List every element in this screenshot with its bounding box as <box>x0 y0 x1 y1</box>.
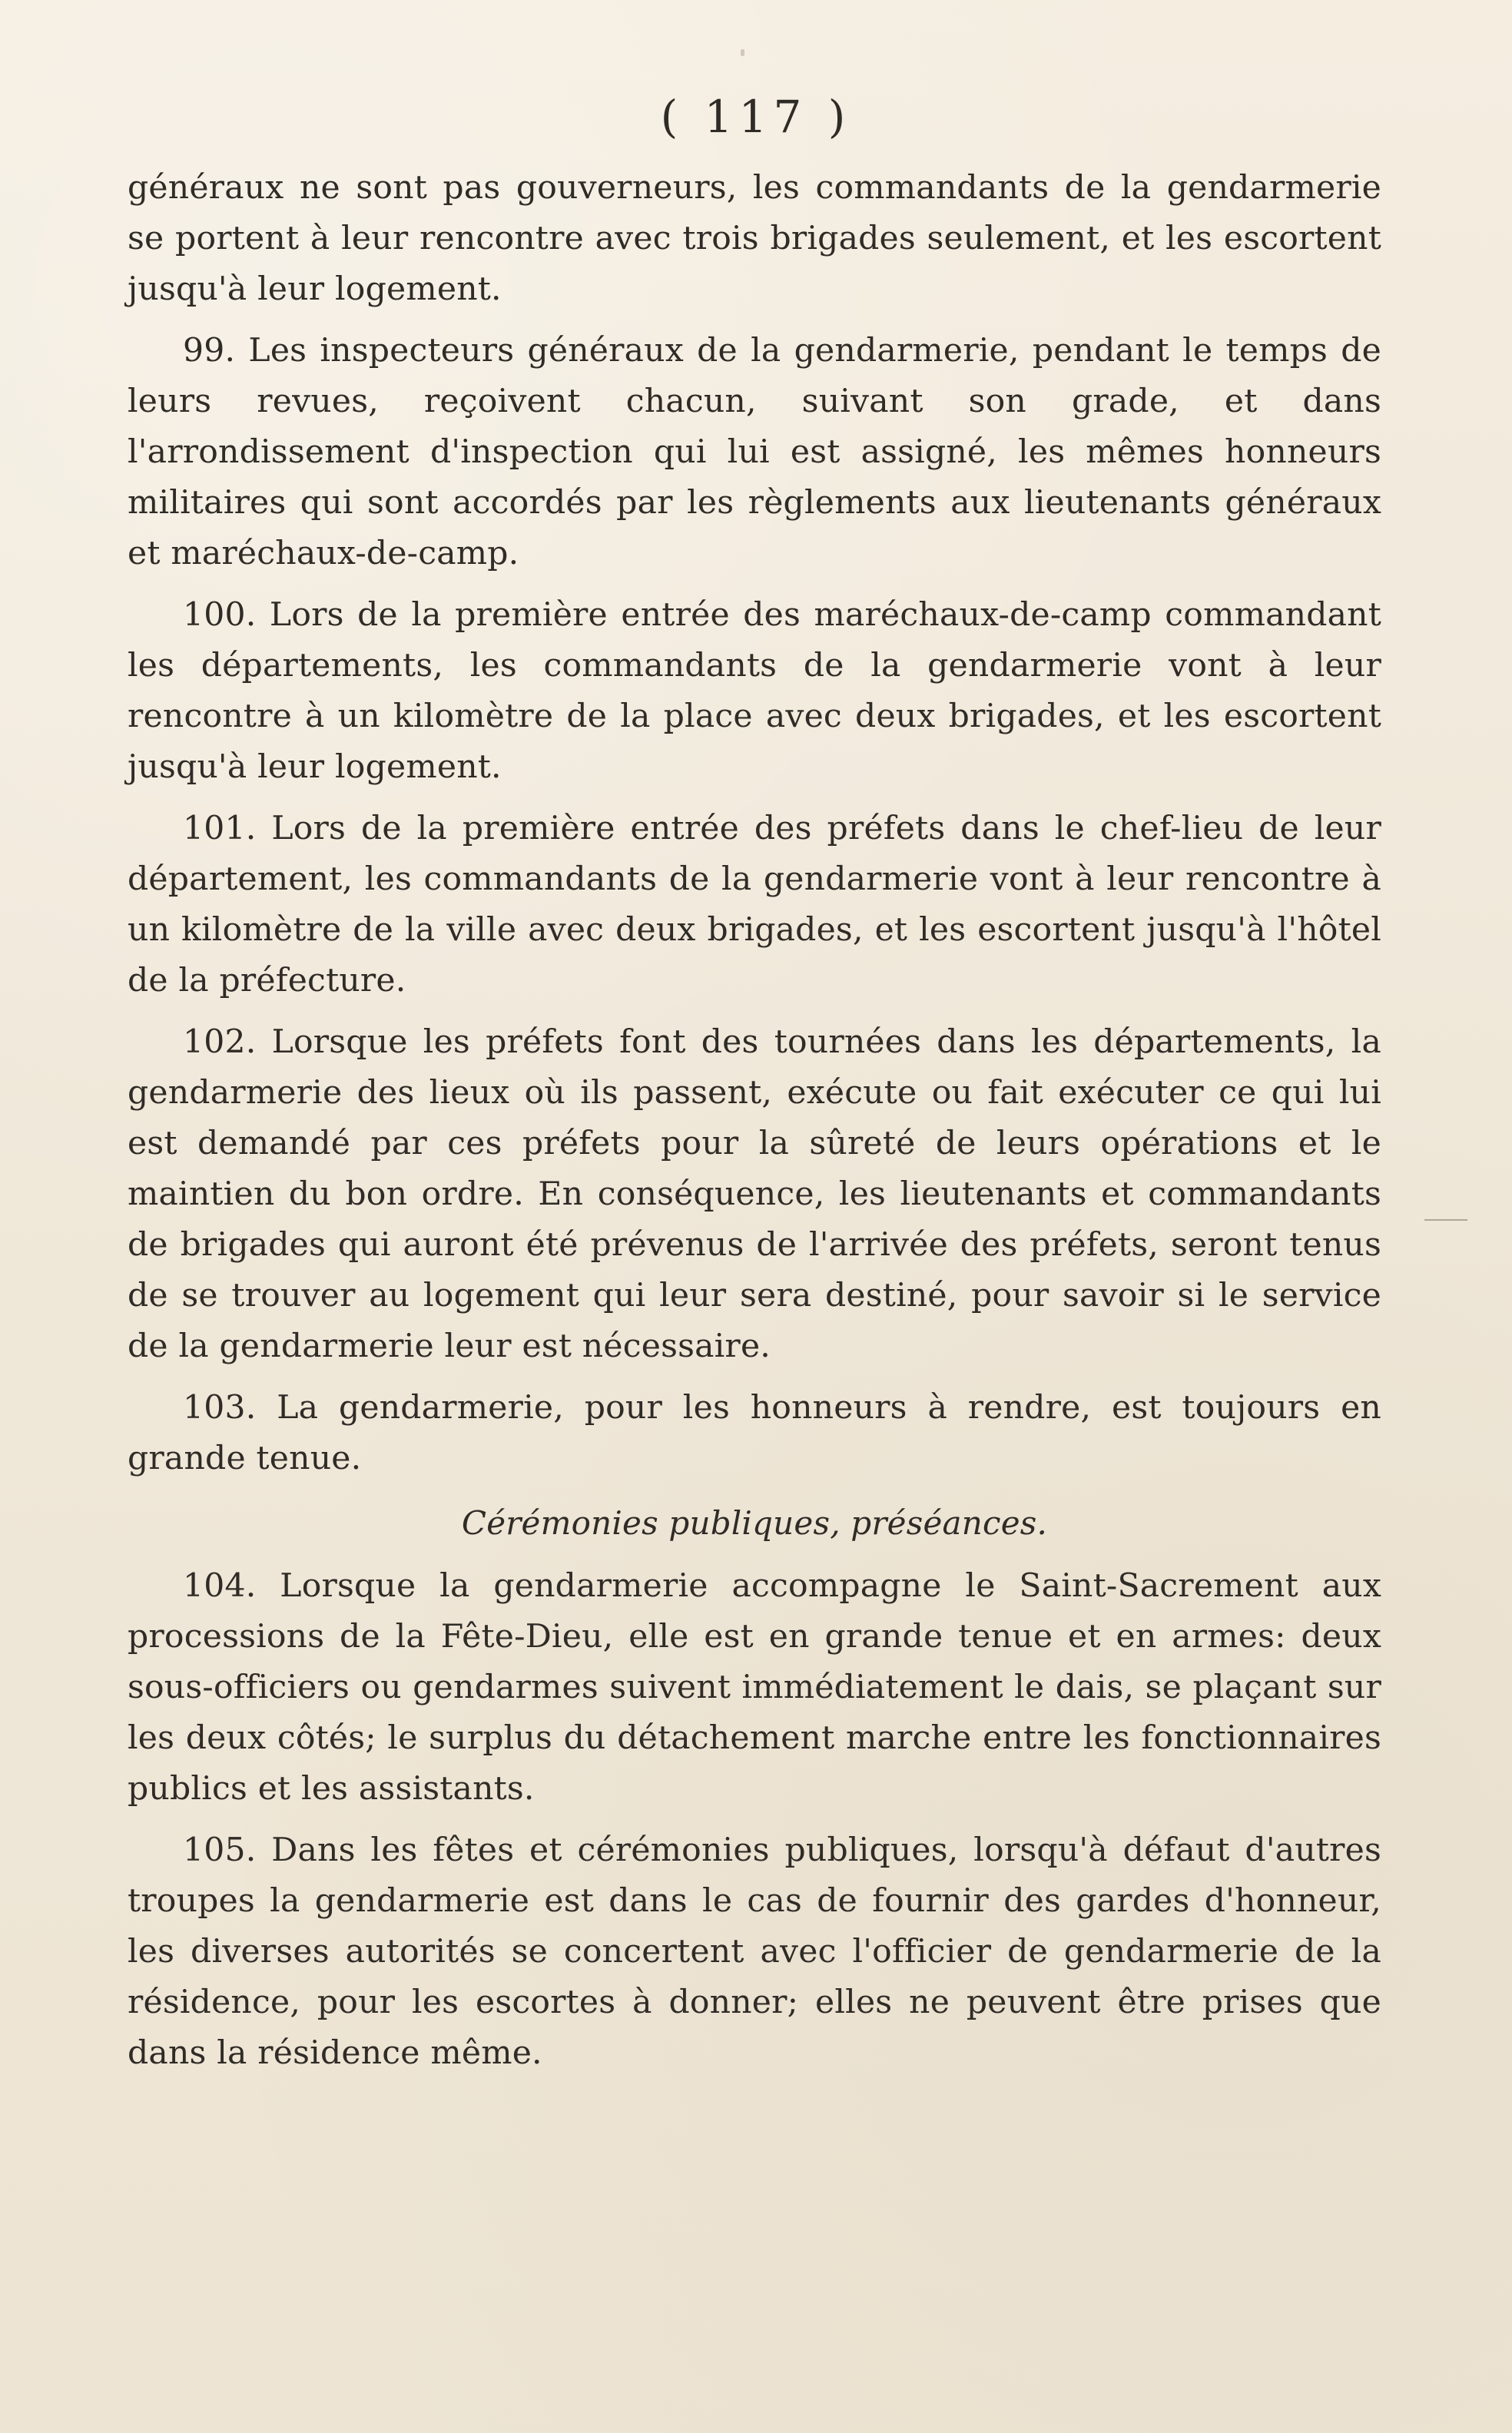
paragraph-100: 100. Lors de la première entrée des maréchaux-de-camp commandant les départements, les commandants de la gendarmerie vont à leur rencontre à un kilomètre de la place avec deux brigades, et les escortent jusqu'à leur logement. <box>128 596 1381 786</box>
paragraph-101: 101. Lors de la première entrée des préfets dans le chef-lieu de leur département, les commandants de la gendarmerie vont à leur rencontre à un kilomètre de la ville avec deux brigades, et les escortent jusqu'à l'hôtel de la préfecture. <box>128 810 1381 999</box>
paragraph-103: 103. La gendarmerie, pour les honneurs à rendre, est toujours en grande tenue. <box>128 1389 1381 1477</box>
section-heading: Cérémonies publiques, préséances. <box>461 1504 1048 1542</box>
page-text <box>128 163 1381 2079</box>
paragraph-104: 104. Lorsque la gendarmerie accompagne le Saint-Sacrement aux processions de la Fête-Dieu, elle est en grande tenue et en armes: deux sous-officiers ou gendarmes suivent immédiatement le dais, se plaçant sur les deux côtés; le surplus du détachement marche entre les fonctionnaires publics et les assistants. <box>128 1567 1381 1808</box>
page-number: ( 117 ) <box>660 91 852 143</box>
paragraph-102: 102. Lorsque les préfets font des tournées dans les départements, la gendarmerie des lieux où ils passent, exécute ou fait exécuter ce qui lui est demandé par ces préfets pour la sûreté de leurs opérations et le maintien du bon ordre. En conséquence, les lieutenants et commandants de brigades qui auront été prévenus de l'arrivée des préfets, seront tenus de se trouver au logement qui leur sera destiné, pour savoir si le service de la gendarmerie leur est nécessaire. <box>128 1023 1381 1365</box>
paragraph-105: 105. Dans les fêtes et cérémonies publiques, lorsqu'à défaut d'autres troupes la gendarmerie est dans le cas de fournir des gardes d'honneur, les diverses autorités se concertent avec l'officier de gendarmerie de la résidence, pour les escortes à donner; elles ne peuvent être prises que dans la résidence même. <box>128 1831 1381 2072</box>
margin-mark <box>1424 1219 1467 1221</box>
printing-speck <box>741 49 744 56</box>
paragraph-99: 99. Les inspecteurs généraux de la gendarmerie, pendant le temps de leurs revues, reçoivent chacun, suivant son grade, et dans l'arrondissement d'inspection qui lui est assigné, les mêmes honneurs militaires qui sont accordés par les règlements aux lieutenants généraux et maréchaux-de-camp. <box>128 332 1381 572</box>
paragraph-continuation: généraux ne sont pas gouverneurs, les commandants de la gendarmerie se portent à leur rencontre avec trois brigades seulement, et les escortent jusqu'à leur logement. <box>128 169 1381 308</box>
